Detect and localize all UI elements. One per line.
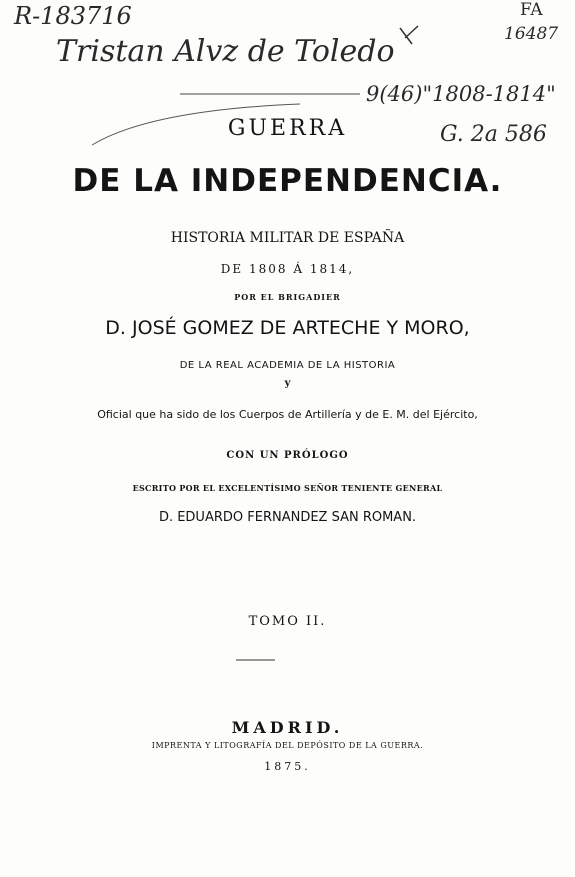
academy: DE LA REAL ACADEMIA DE LA HISTORIA	[179, 360, 396, 371]
dates: DE 1808 Á 1814,	[220, 262, 355, 276]
conjunction: y	[284, 378, 291, 389]
check-mark-mark	[400, 26, 418, 44]
prologue-line-2: ESCRITO POR EL EXCELENTÍSIMO SEÑOR TENIENTE GENERAL	[132, 483, 443, 493]
handwritten-call-number: R-183716	[14, 2, 132, 30]
handwritten-top-right-number: 16487	[504, 24, 559, 44]
prologue-author: D. EDUARDO FERNANDEZ SAN ROMAN.	[158, 510, 417, 525]
subtitle: HISTORIA MILITAR DE ESPAÑA	[170, 230, 405, 246]
handwritten-owner-signature: Tristan Alvz de Toledo	[56, 34, 395, 69]
year: 1875.	[264, 760, 311, 773]
handwritten-top-right-code: FA	[520, 0, 543, 20]
title-line-1: GUERRA	[227, 116, 348, 141]
handwritten-shelf-mark: G. 2a 586	[440, 122, 547, 147]
printer: IMPRENTA Y LITOGRAFÍA DEL DEPÓSITO DE LA GUERRA.	[151, 741, 424, 750]
prologue-line-1: CON UN PRÓLOGO	[226, 450, 349, 461]
handwritten-catalog-ref: 9(46)"1808-1814"	[366, 82, 556, 106]
volume-number: TOMO II.	[248, 614, 327, 629]
author: D. JOSÉ GOMEZ DE ARTECHE Y MORO,	[105, 317, 470, 339]
title-line-2: DE LA INDEPENDENCIA.	[72, 163, 503, 199]
by-line: POR EL BRIGADIER	[234, 292, 341, 302]
city: MADRID.	[231, 718, 344, 737]
officer-line: Oficial que ha sido de los Cuerpos de Artillería y de E. M. del Ejército,	[97, 408, 478, 421]
